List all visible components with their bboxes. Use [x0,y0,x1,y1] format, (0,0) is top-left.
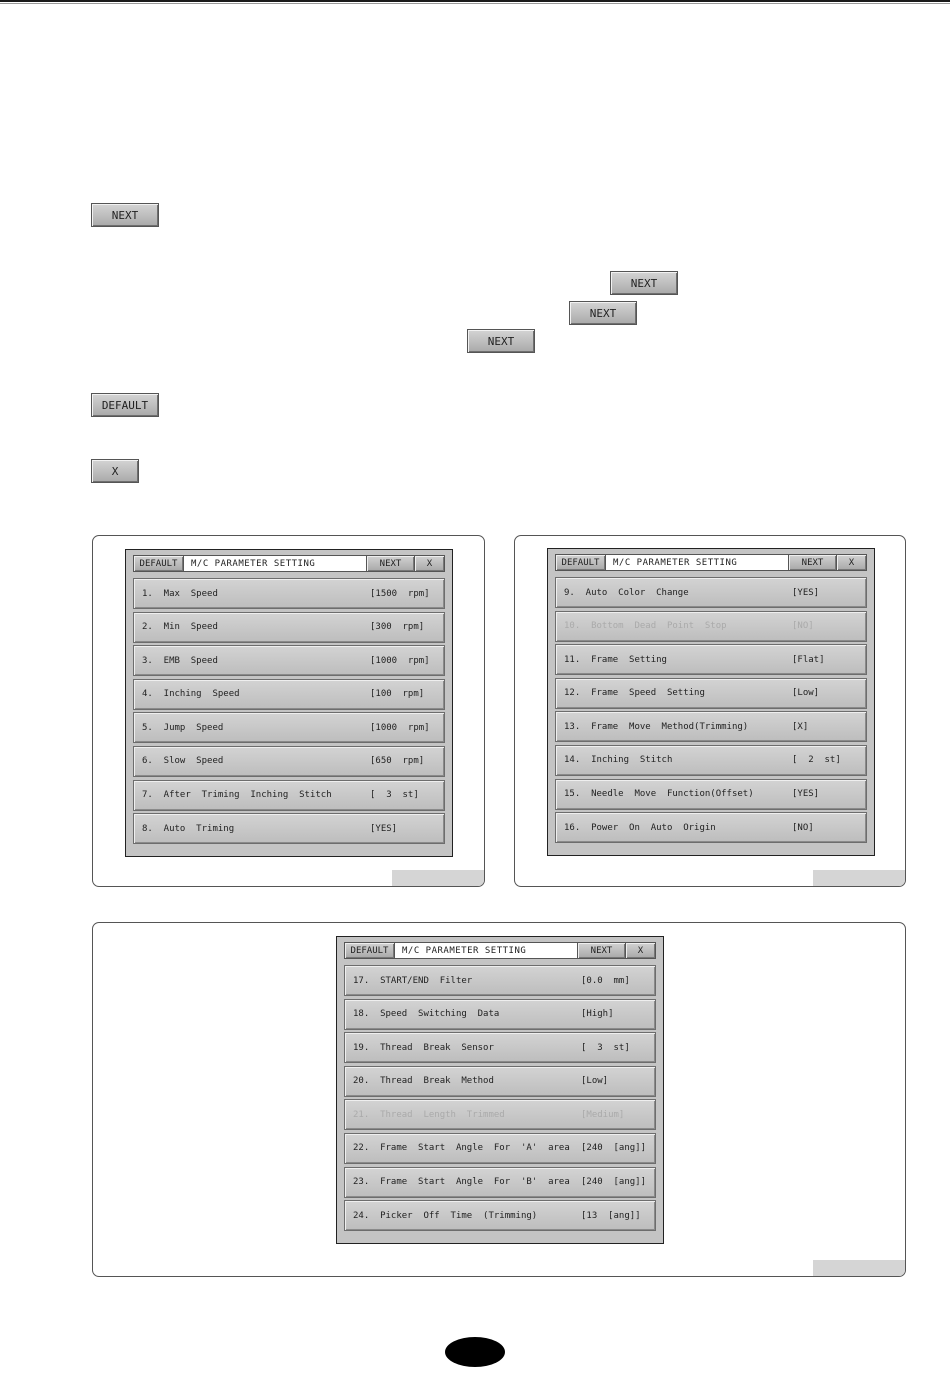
parameter-row[interactable] [133,578,445,609]
parameter-value: [YES] [792,587,820,598]
screen-title: M/C PARAMETER SETTING [184,556,366,571]
screen-title: M/C PARAMETER SETTING [395,943,577,958]
next-button-inline-2[interactable]: NEXT [610,271,678,295]
parameter-row[interactable] [555,577,867,608]
parameter-value: [1500 rpm] [370,588,430,599]
parameter-row[interactable] [133,679,445,710]
parameter-row[interactable] [133,813,445,844]
parameter-value: [NO] [792,621,814,632]
screen-title: M/C PARAMETER SETTING [606,555,788,570]
parameter-value: [13 [ang]] [581,1210,641,1221]
parameter-label: 15. Needle Move Function(Offset) [564,789,754,800]
close-button[interactable]: X [414,556,444,571]
screen-titlebar [133,555,445,572]
parameter-value: [300 rpm] [370,622,425,633]
parameter-value: [Low] [792,688,820,699]
parameter-row[interactable] [344,1200,656,1231]
figure-tag-1 [392,870,484,886]
parameter-value: [1000 rpm] [370,722,430,733]
parameter-value: [NO] [792,822,814,833]
parameter-value: [YES] [370,823,398,834]
parameter-label: 1. Max Speed [142,588,218,599]
parameter-value: [Flat] [792,654,825,665]
parameter-label: 3. EMB Speed [142,655,218,666]
parameter-value: [1000 rpm] [370,655,430,666]
parameter-value: [YES] [792,789,820,800]
next-button-inline-1[interactable]: NEXT [91,203,159,227]
parameter-label: 14. Inching Stitch [564,755,673,766]
parameter-label: 2. Min Speed [142,622,218,633]
parameter-value: [650 rpm] [370,756,425,767]
parameter-label: 22. Frame Start Angle For 'A' area [353,1143,570,1154]
parameter-row[interactable] [133,645,445,676]
parameter-row [555,611,867,642]
parameter-value: [ 2 st] [792,755,841,766]
parameter-row[interactable] [344,1066,656,1097]
parameter-label: 8. Auto Triming [142,823,235,834]
parameter-label: 12. Frame Speed Setting [564,688,705,699]
parameter-row[interactable] [555,678,867,709]
parameter-label: 13. Frame Move Method(Trimming) [564,721,749,732]
parameter-row[interactable] [555,745,867,776]
default-button[interactable]: DEFAULT [345,943,395,958]
default-button[interactable]: DEFAULT [134,556,184,571]
parameter-label: 4. Inching Speed [142,689,240,700]
parameter-list [555,577,867,846]
default-button[interactable]: DEFAULT [556,555,606,570]
parameter-label: 9. Auto Color Change [564,587,689,598]
parameter-row[interactable] [555,644,867,675]
parameter-label: 18. Speed Switching Data [353,1009,500,1020]
parameter-label: 23. Frame Start Angle For 'B' area [353,1177,570,1188]
parameter-label: 17. START/END Filter [353,975,473,986]
parameter-row[interactable] [555,779,867,810]
parameter-label: 19. Thread Break Sensor [353,1042,494,1053]
parameter-label: 10. Bottom Dead Point Stop [564,621,727,632]
parameter-row[interactable] [133,780,445,811]
parameter-value: [0.0 mm] [581,975,630,986]
next-button[interactable]: NEXT [366,556,414,571]
parameter-row[interactable] [555,711,867,742]
next-button-inline-4[interactable]: NEXT [467,329,535,353]
screen-titlebar [344,942,656,959]
parameter-row[interactable] [344,1032,656,1063]
close-button[interactable]: X [625,943,655,958]
parameter-row[interactable] [344,965,656,996]
parameter-list [344,965,656,1234]
next-button-inline-3[interactable]: NEXT [569,301,637,325]
parameter-row [344,1099,656,1130]
parameter-row[interactable] [133,746,445,777]
next-button[interactable]: NEXT [577,943,625,958]
parameter-row[interactable] [344,1133,656,1164]
parameter-label: 24. Picker Off Time (Trimming) [353,1210,538,1221]
parameter-value: [High] [581,1009,614,1020]
next-button[interactable]: NEXT [788,555,836,570]
parameter-value: [Medium] [581,1109,625,1120]
screen-titlebar [555,554,867,571]
parameter-value: [ 3 st] [581,1042,630,1053]
figure-tag-3 [813,1260,905,1276]
parameter-label: 5. Jump Speed [142,722,224,733]
parameter-row[interactable] [555,812,867,843]
parameter-row[interactable] [133,712,445,743]
parameter-label: 11. Frame Setting [564,654,667,665]
parameter-label: 6. Slow Speed [142,756,224,767]
parameter-row[interactable] [344,999,656,1030]
parameter-row[interactable] [133,612,445,643]
page-number-badge [445,1337,505,1367]
parameter-value: [ 3 st] [370,790,419,801]
default-button-inline[interactable]: DEFAULT [91,393,159,417]
parameter-value: [240 [ang]] [581,1177,647,1188]
parameter-screen-3 [336,936,664,1244]
close-button-inline[interactable]: X [91,459,139,483]
parameter-label: 20. Thread Break Method [353,1076,494,1087]
parameter-label: 21. Thread Length Trimmed [353,1109,505,1120]
figure-tag-2 [813,870,905,886]
header-rule-thin [0,3,950,4]
parameter-list [133,578,445,847]
parameter-screen-2 [547,548,875,856]
parameter-label: 16. Power On Auto Origin [564,822,716,833]
parameter-row[interactable] [344,1167,656,1198]
parameter-value: [Low] [581,1076,609,1087]
parameter-label: 7. After Triming Inching Stitch [142,790,332,801]
parameter-screen-1 [125,549,453,857]
parameter-value: [240 [ang]] [581,1143,647,1154]
close-button[interactable]: X [836,555,866,570]
parameter-value: [X] [792,721,809,732]
parameter-value: [100 rpm] [370,689,425,700]
header-rule [0,0,950,2]
